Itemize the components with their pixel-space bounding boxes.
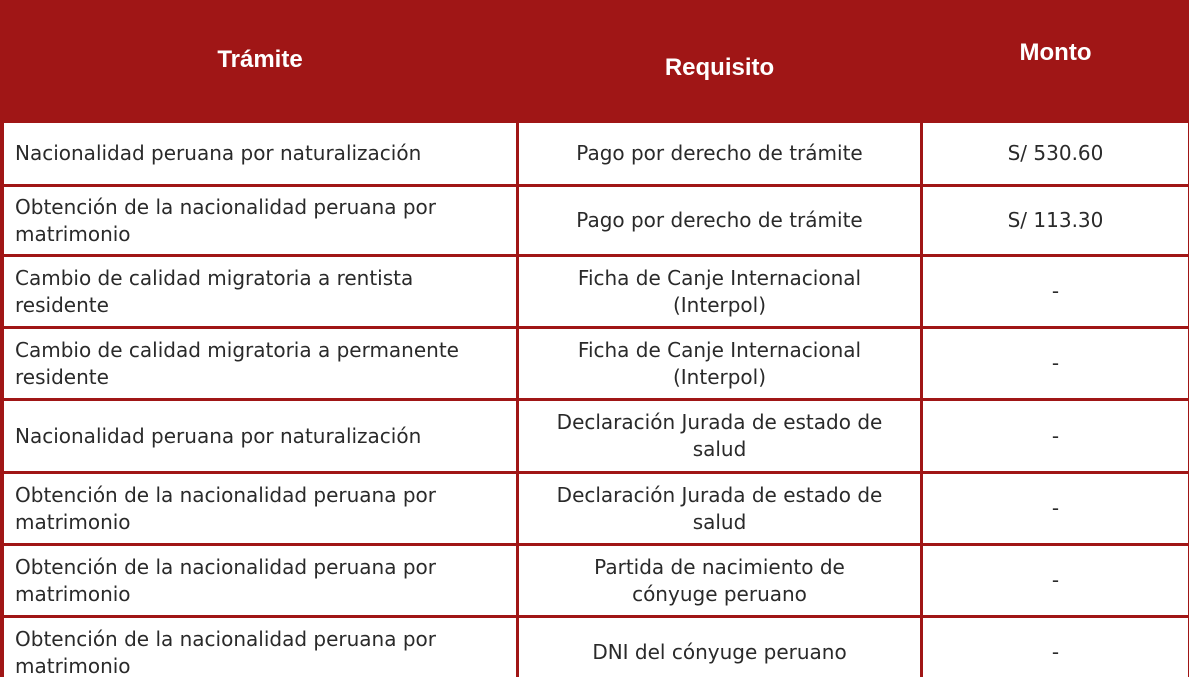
requisito-text: DNI del cónyuge peruano — [592, 640, 847, 664]
cell-tramite: Nacionalidad peruana por naturalización — [4, 123, 516, 184]
cell-monto: - — [923, 329, 1188, 398]
header-requisito: Requisito — [519, 0, 920, 120]
cell-requisito — [519, 123, 920, 184]
cell-requisito — [519, 546, 920, 615]
cell-tramite: Nacionalidad peruana por naturalización — [4, 401, 516, 471]
requisito-text: Ficha de Canje Internacional (Interpol) — [577, 265, 862, 317]
cell-tramite: Obtención de la nacionalidad peruana por matrimonio — [4, 546, 516, 615]
requisito-text: Ficha de Canje Internacional (Interpol) — [577, 337, 862, 389]
table-row — [4, 257, 1188, 326]
requisito-text: Pago por derecho de trámite — [576, 141, 863, 165]
cell-tramite: Obtención de la nacionalidad peruana por matrimonio — [4, 474, 516, 543]
requisito-text: Pago por derecho de trámite — [576, 208, 863, 232]
table-row — [4, 546, 1188, 615]
cell-monto: S/ 113.30 — [923, 187, 1188, 254]
cell-tramite: Obtención de la nacionalidad peruana por matrimonio — [4, 187, 516, 254]
cell-requisito — [519, 257, 920, 326]
table-row — [4, 123, 1188, 184]
requisito-text: Declaración Jurada de estado de salud — [556, 410, 883, 461]
cell-monto: - — [923, 257, 1188, 326]
requisito-text: Partida de nacimiento de cónyuge peruano — [594, 554, 845, 606]
cell-monto: - — [923, 618, 1188, 687]
table-row — [4, 187, 1188, 254]
table — [1, 0, 1189, 690]
cell-requisito — [519, 474, 920, 543]
cell-requisito — [519, 329, 920, 398]
cell-requisito — [519, 187, 920, 254]
cell-tramite: Cambio de calidad migratoria a rentista residente — [4, 257, 516, 326]
table-row — [4, 401, 1188, 471]
table-row — [4, 329, 1188, 398]
header-row — [4, 0, 1188, 120]
cell-monto: S/ 530.60 — [923, 123, 1188, 184]
header-monto: Monto — [923, 0, 1188, 120]
cell-tramite: Cambio de calidad migratoria a permanente residente — [4, 329, 516, 398]
cell-requisito — [519, 401, 920, 471]
cell-monto: - — [923, 474, 1188, 543]
header-tramite: Trámite — [4, 0, 516, 120]
table-row — [4, 474, 1188, 543]
requisito-text: Declaración Jurada de estado de salud — [556, 482, 883, 534]
cell-tramite: Obtención de la nacionalidad peruana por matrimonio — [4, 618, 516, 687]
cell-monto: - — [923, 401, 1188, 471]
cell-monto: - — [923, 546, 1188, 615]
